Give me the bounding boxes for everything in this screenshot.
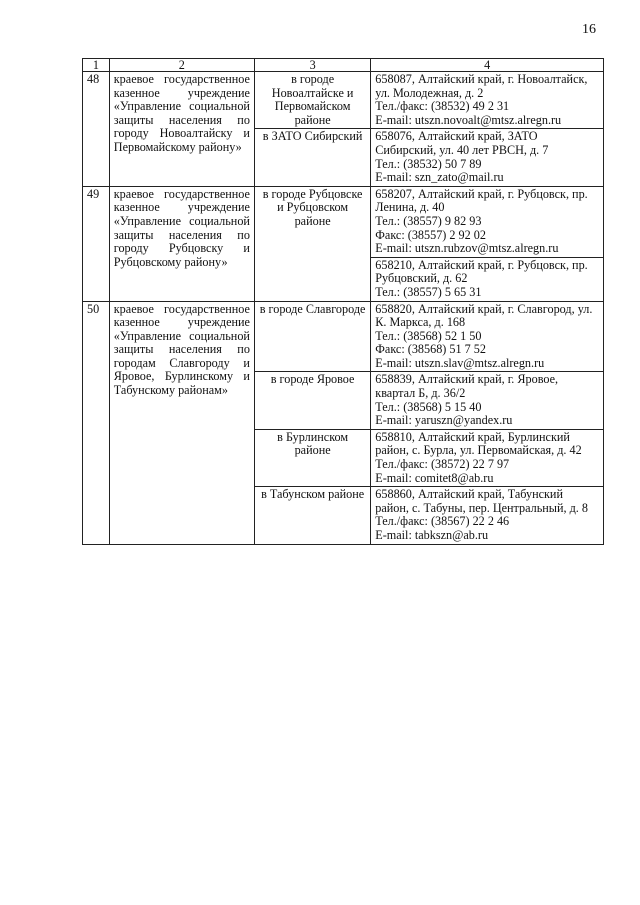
column-header: 1 — [83, 59, 110, 72]
contact-address: 658207, Алтайский край, г. Рубцовск, пр. Ленина, д. 40 — [375, 186, 588, 215]
contact-email[interactable]: E-mail: utszn.rubzov@mtsz.alregn.ru — [375, 242, 559, 256]
branch-location: в городе Новоалтайске и Первомайском районе — [254, 72, 370, 129]
column-header: 2 — [109, 59, 254, 72]
branch-contact — [371, 72, 604, 129]
contact-email[interactable]: E-mail: utszn.novoalt@mtsz.alregn.ru — [375, 113, 562, 127]
branch-location: в городе Славгороде — [254, 301, 370, 372]
header-row — [83, 59, 604, 72]
branch-contact — [371, 301, 604, 372]
institution-name: краевое государственное казенное учреждение «Управление социальной защиты населения по городам Славгороду и Яровое, Бурлинскому и Табунскому районам» — [109, 301, 254, 544]
contact-email[interactable]: E-mail: utszn.slav@mtsz.alregn.ru — [375, 356, 545, 370]
institution-name: краевое государственное казенное учреждение «Управление социальной защиты населения по городу Новоалтайску и Первомайскому району» — [109, 72, 254, 187]
contact-email[interactable]: E-mail: tabkszn@ab.ru — [375, 529, 489, 542]
contact-phone: Тел./факс: (38572) 22 7 97 — [375, 458, 510, 472]
contact-email[interactable]: E-mail: szn_zato@mail.ru — [375, 171, 504, 185]
contact-phone: Тел.: (38568) 5 15 40 — [375, 400, 482, 414]
branch-contact — [371, 186, 604, 257]
contact-fax: Факс: (38568) 51 7 52 — [375, 343, 486, 357]
table-row — [83, 72, 604, 129]
contact-fax: Факс: (38557) 2 92 02 — [375, 228, 486, 242]
contact-phone: Тел.: (38532) 50 7 89 — [375, 157, 482, 171]
column-header: 3 — [254, 59, 370, 72]
branch-location: в Табунском районе — [254, 487, 370, 544]
contact-phone: Тел./факс: (38567) 22 2 46 — [375, 515, 510, 529]
page-number: 16 — [582, 22, 596, 37]
contact-address: 658810, Алтайский край, Бурлинский район, с. Бурла, ул. Первомайская, д. 42 — [375, 429, 582, 458]
contact-address: 658820, Алтайский край, г. Славгород, ул. К. Маркса, д. 168 — [375, 301, 593, 330]
contact-email[interactable]: E-mail: yaruszn@yandex.ru — [375, 414, 513, 428]
table-row — [83, 186, 604, 257]
branch-location: в ЗАТО Сибирский — [254, 129, 370, 186]
contact-address: 658839, Алтайский край, г. Яровое, квартал Б, д. 36/2 — [375, 372, 559, 401]
branch-contact — [371, 429, 604, 486]
contact-address: 658076, Алтайский край, ЗАТО Сибирский, ул. 40 лет РВСН, д. 7 — [375, 129, 549, 157]
column-header: 4 — [371, 59, 604, 72]
row-number: 49 — [83, 186, 110, 301]
contact-phone: Тел./факс: (38532) 49 2 31 — [375, 100, 510, 114]
contact-phone: Тел.: (38557) 5 65 31 — [375, 285, 482, 299]
table-row — [83, 301, 604, 372]
row-number: 48 — [83, 72, 110, 187]
branch-location: в Бурлинском районе — [254, 429, 370, 486]
branch-location: в городе Рубцовске и Рубцовском районе — [254, 186, 370, 301]
contact-address: 658210, Алтайский край, г. Рубцовск, пр. Рубцовский, д. 62 — [375, 257, 588, 286]
contact-phone: Тел.: (38568) 52 1 50 — [375, 329, 482, 343]
contact-phone: Тел.: (38557) 9 82 93 — [375, 214, 482, 228]
institutions-table — [82, 58, 604, 545]
branch-location: в городе Яровое — [254, 372, 370, 429]
branch-contact — [371, 257, 604, 301]
branch-contact — [371, 129, 604, 186]
branch-contact — [371, 372, 604, 429]
branch-contact — [371, 487, 604, 544]
contact-address: 658860, Алтайский край, Табунский район, с. Табуны, пер. Центральный, д. 8 — [375, 487, 588, 515]
institution-name: краевое государственное казенное учреждение «Управление социальной защиты населения по городу Рубцовску и Рубцовскому району» — [109, 186, 254, 301]
contact-address: 658087, Алтайский край, г. Новоалтайск, ул. Молодежная, д. 2 — [375, 72, 588, 100]
contact-email[interactable]: E-mail: comitet8@ab.ru — [375, 471, 494, 485]
row-number: 50 — [83, 301, 110, 544]
